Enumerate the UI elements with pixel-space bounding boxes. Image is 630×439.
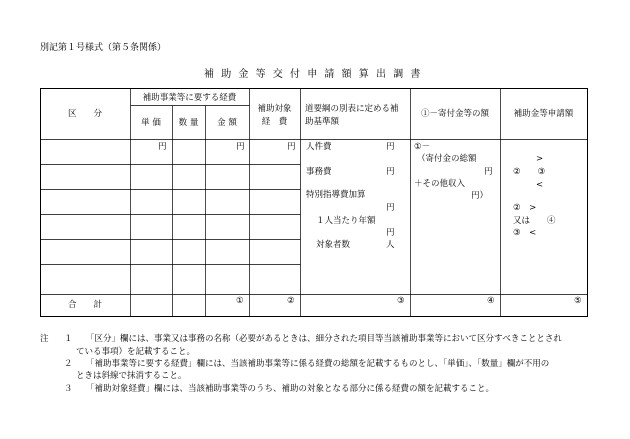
header-eligible-costs-line1: 補助対象 — [257, 104, 292, 114]
request-line-6: ③ < — [513, 228, 537, 238]
donation-line-5: 円） — [471, 191, 489, 201]
standard-office-unit: 円 — [386, 167, 395, 177]
total-label: 合 計 — [67, 300, 102, 310]
standard-per-person-unit: 円 — [386, 228, 395, 238]
note-1-line-1: 「区分」欄には、事業又は事務の名称（必要があるときは、細分された項目等当該補助事業等において区分すべきこととされ — [86, 334, 562, 344]
note-2-line-1: 「補助事業等に要する経費」欄には、当該補助事業等に係る経費の総額を記載するものとし、「単価」、「数量」欄が不用の — [86, 359, 550, 369]
total-mark-1: ① — [236, 296, 244, 306]
request-line-3: < — [536, 180, 544, 190]
standard-target-count-unit: 人 — [386, 240, 395, 250]
header-standard-line2: 助基準額 — [305, 117, 340, 127]
standard-office-label: 事務費 — [306, 167, 332, 177]
standard-target-count-label: 対象者数 — [316, 240, 351, 250]
note-2-line-2: ときは斜線で抹消すること。 — [76, 371, 187, 381]
unit-price-yen: 円 — [158, 142, 167, 152]
notes-label: 注 — [40, 334, 49, 344]
header-required-costs: 補助事業等に要する経費 — [142, 93, 237, 103]
header-eligible-costs-line2: 経 費 — [261, 117, 288, 127]
standard-personnel-label: 人件費 — [306, 142, 332, 152]
header-kubun: 区 分 — [67, 109, 102, 119]
donation-line-3: 円 — [484, 167, 493, 177]
total-mark-3: ③ — [397, 296, 405, 306]
form-style-reference: 別記第１号様式（第５条関係） — [40, 43, 167, 53]
amount-yen: 円 — [236, 142, 245, 152]
request-line-2: ② ③ — [513, 167, 546, 177]
standard-special-label: 特別指導費加算 — [306, 190, 366, 200]
donation-line-1: ①－ — [414, 142, 431, 152]
standard-per-person-label: １人当たり年額 — [316, 216, 376, 226]
total-mark-2: ② — [287, 296, 295, 306]
form-title: 補助金等交付申請額算出調書 — [204, 69, 428, 80]
standard-special-unit: 円 — [386, 203, 395, 213]
header-amount: 金 額 — [217, 118, 237, 128]
note-2-num: ２ — [64, 359, 73, 369]
eligible-yen: 円 — [287, 142, 296, 152]
request-line-4: ② > — [513, 203, 537, 213]
note-3-num: ３ — [64, 384, 73, 394]
header-unit-price: 単 価 — [141, 118, 161, 128]
header-requested: 補助金等申請額 — [513, 109, 574, 119]
donation-line-2: （寄付金の総額 — [417, 154, 477, 164]
header-quantity: 数 量 — [178, 118, 199, 128]
total-mark-5: ⑤ — [574, 296, 582, 306]
standard-personnel-unit: 円 — [386, 142, 395, 152]
header-standard-line1: 道要綱の別表に定める補 — [305, 104, 399, 114]
header-minus-donation: ①－寄付金等の額 — [420, 109, 489, 119]
note-3-line-1: 「補助対象経費」欄には、当該補助事業等のうち、補助の対象となる部分に係る経費の額を記載すること。 — [86, 384, 495, 394]
note-1-num: １ — [64, 334, 73, 344]
total-mark-4: ④ — [487, 296, 495, 306]
donation-line-4: ＋その他収入 — [414, 179, 466, 189]
request-line-5: 又は ④ — [513, 216, 556, 226]
request-line-1: > — [536, 154, 544, 164]
note-1-line-2: ている事項）を記載すること。 — [76, 347, 196, 357]
